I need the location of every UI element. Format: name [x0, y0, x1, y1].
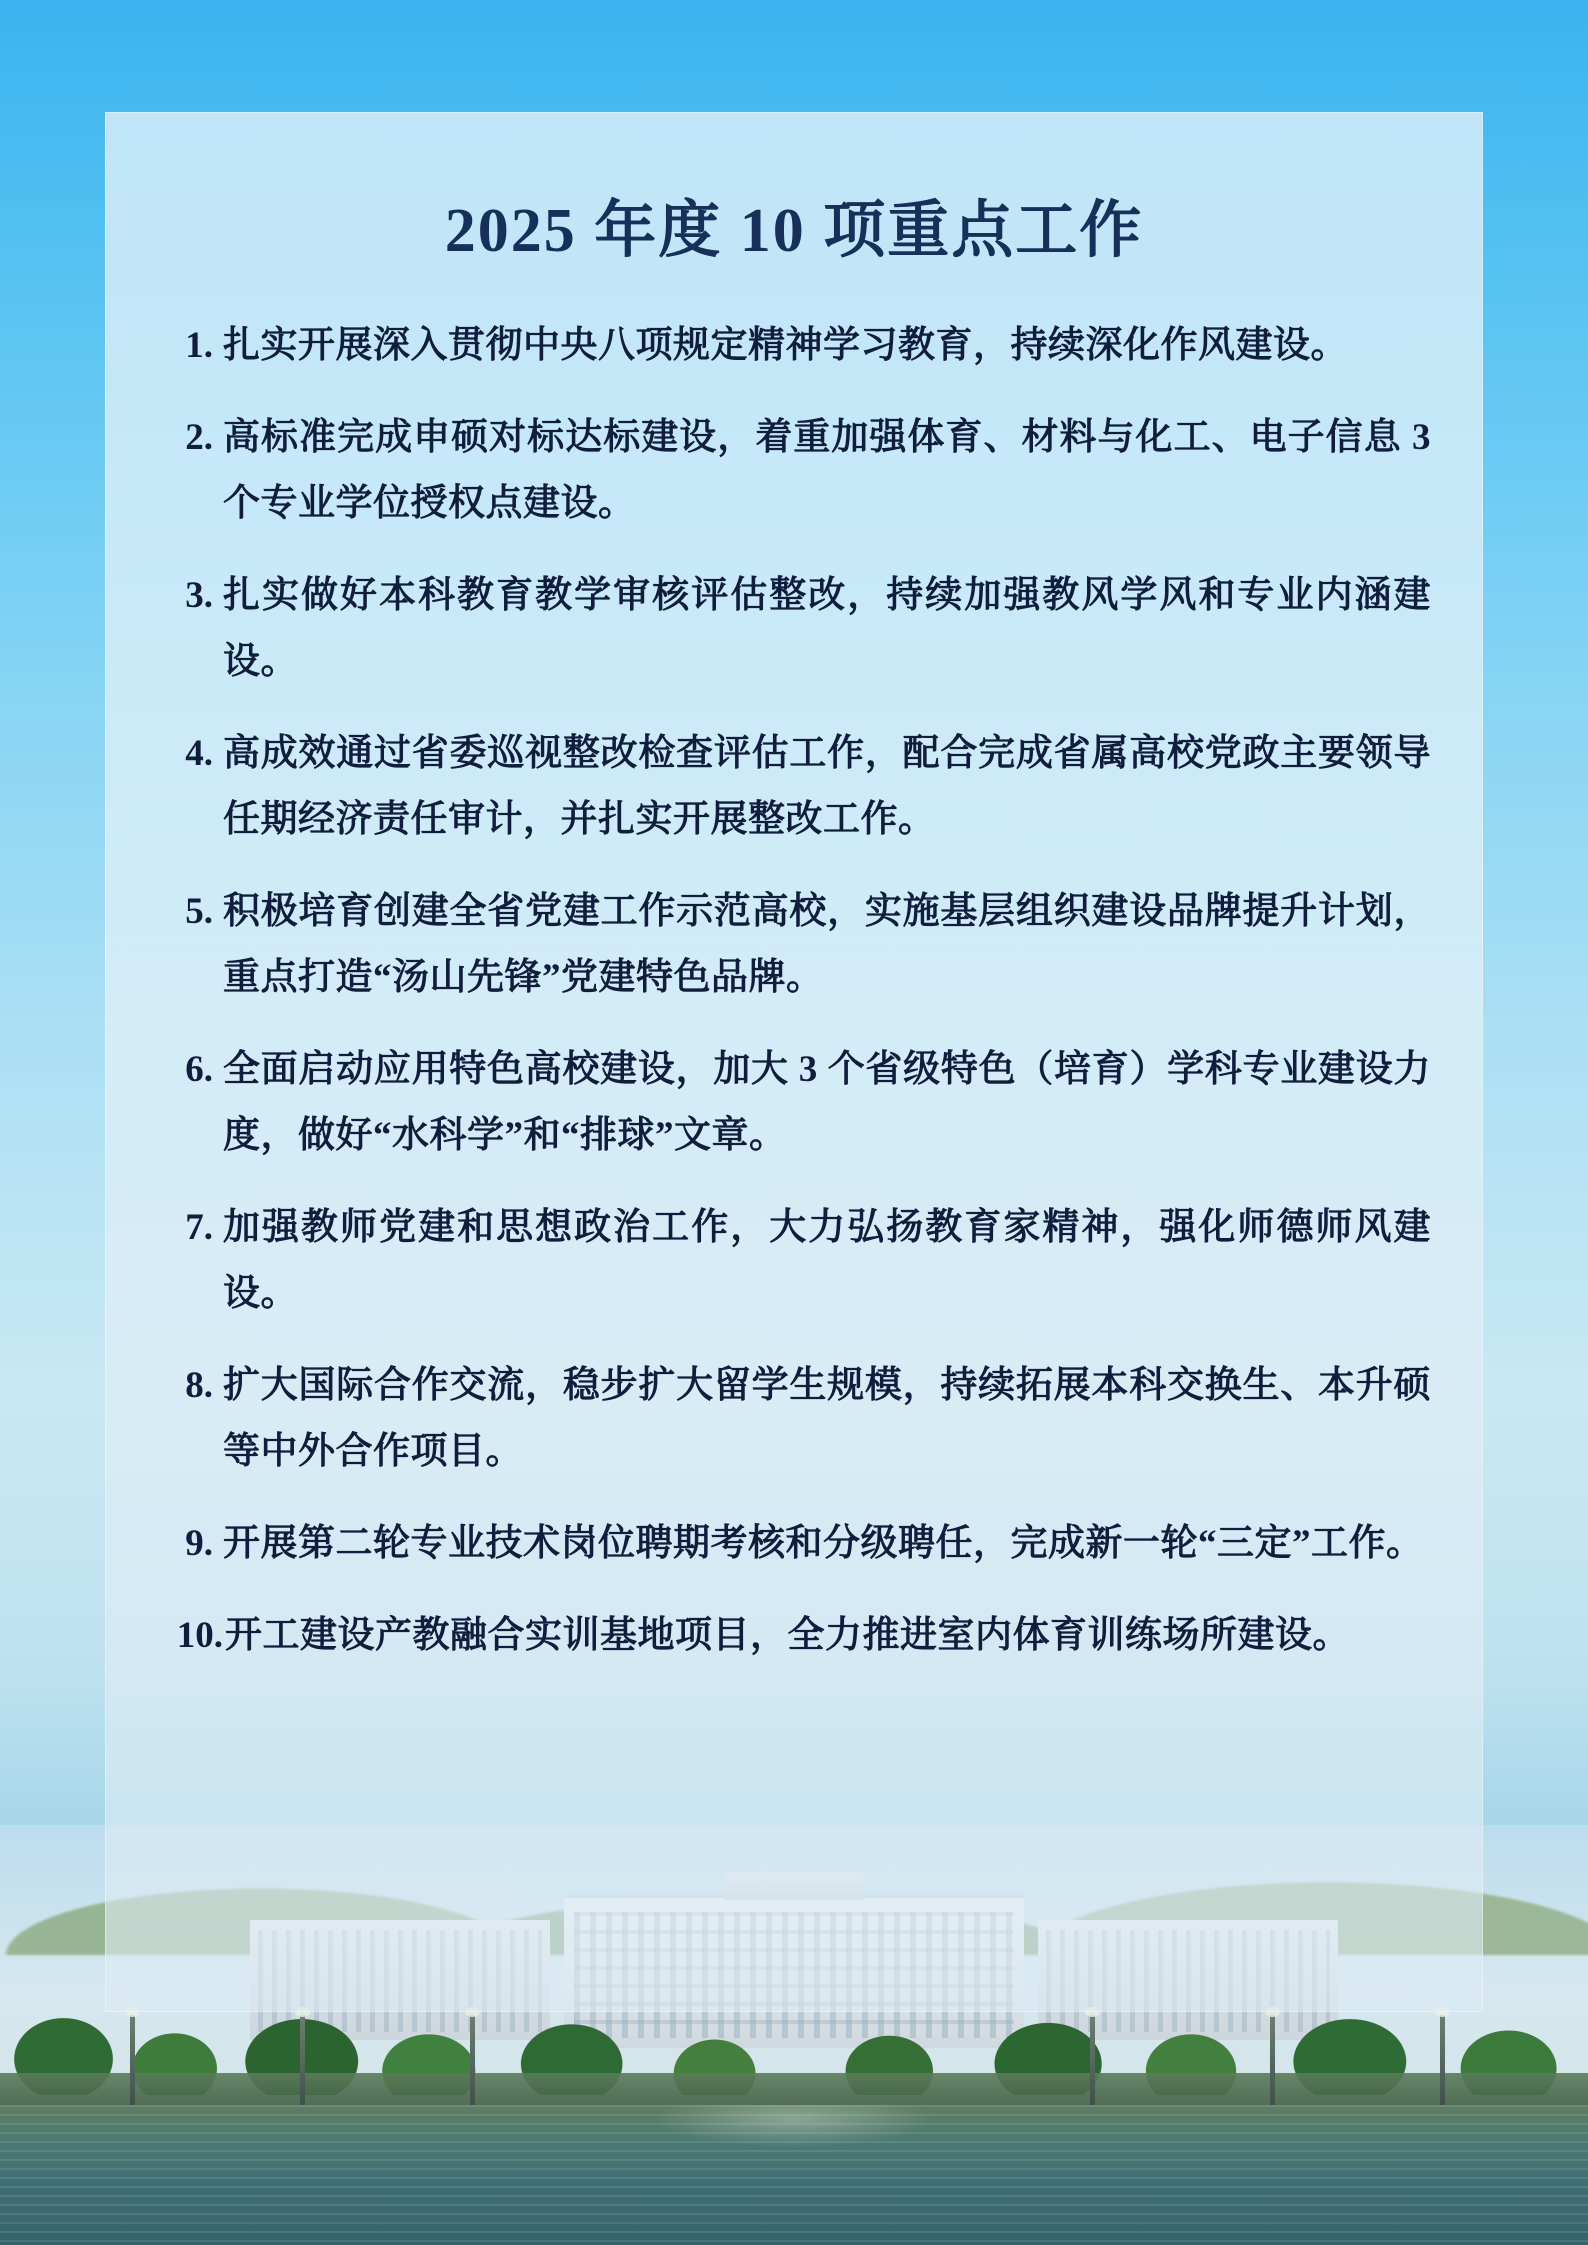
- list-item: [151, 1603, 1431, 1669]
- list-item-number: 1.: [185, 325, 213, 366]
- list-item: [151, 721, 1431, 853]
- list-item: [151, 313, 1431, 379]
- list-item-text: 扎实开展深入贯彻中央八项规定精神学习教育，持续深化作风建设。: [223, 325, 1348, 366]
- key-tasks-list: [105, 295, 1483, 1669]
- photo-lamp: [1270, 2015, 1275, 2105]
- photo-lamp: [300, 2015, 305, 2105]
- list-item-text: 开展第二轮专业技术岗位聘期考核和分级聘任，完成新一轮“三定”工作。: [223, 1523, 1424, 1564]
- list-item-number: 8.: [185, 1365, 213, 1406]
- list-item-number: 5.: [185, 891, 213, 932]
- photo-lamp: [130, 2015, 135, 2105]
- list-item: [151, 879, 1431, 1011]
- list-item-number: 6.: [185, 1049, 213, 1090]
- page-title: 2025 年度 10 项重点工作: [444, 197, 1144, 265]
- list-item-text: 扎实做好本科教育教学审核评估整改，持续加强教风学风和专业内涵建设。: [223, 575, 1431, 682]
- list-item: [151, 563, 1431, 695]
- photo-lamp: [470, 2015, 475, 2105]
- list-item-text: 全面启动应用特色高校建设，加大 3 个省级特色（培育）学科专业建设力度，做好“水科学”和“排球”文章。: [223, 1049, 1431, 1156]
- list-item: [151, 405, 1431, 537]
- list-item-number: 7.: [185, 1207, 213, 1248]
- list-item-number: 2.: [185, 417, 213, 458]
- list-item-number: 10.: [176, 1615, 223, 1656]
- content-card: [105, 112, 1483, 2012]
- photo-lake-water: [0, 2105, 1588, 2245]
- photo-lamp: [1440, 2015, 1445, 2105]
- list-item-number: 3.: [185, 575, 213, 616]
- list-item-text: 高成效通过省委巡视整改检查评估工作，配合完成省属高校党政主要领导任期经济责任审计，并扎实开展整改工作。: [223, 733, 1431, 840]
- list-item: [151, 1511, 1431, 1577]
- list-item-text: 高标准完成申硕对标达标建设，着重加强体育、材料与化工、电子信息 3 个专业学位授权点建设。: [223, 417, 1431, 524]
- list-item-text: 加强教师党建和思想政治工作，大力弘扬教育家精神，强化师德师风建设。: [223, 1207, 1431, 1314]
- list-item-text: 扩大国际合作交流，稳步扩大留学生规模，持续拓展本科交换生、本升硕等中外合作项目。: [223, 1365, 1431, 1472]
- list-item: [151, 1353, 1431, 1485]
- list-item-number: 4.: [185, 733, 213, 774]
- list-item-text: 开工建设产教融合实训基地项目，全力推进室内体育训练场所建设。: [225, 1615, 1350, 1656]
- list-item-text: 积极培育创建全省党建工作示范高校，实施基层组织建设品牌提升计划，重点打造“汤山先锋”党建特色品牌。: [223, 891, 1431, 998]
- photo-lamp: [1090, 2015, 1095, 2105]
- list-item: [151, 1037, 1431, 1169]
- list-item: [151, 1195, 1431, 1327]
- list-item-number: 9.: [185, 1523, 213, 1564]
